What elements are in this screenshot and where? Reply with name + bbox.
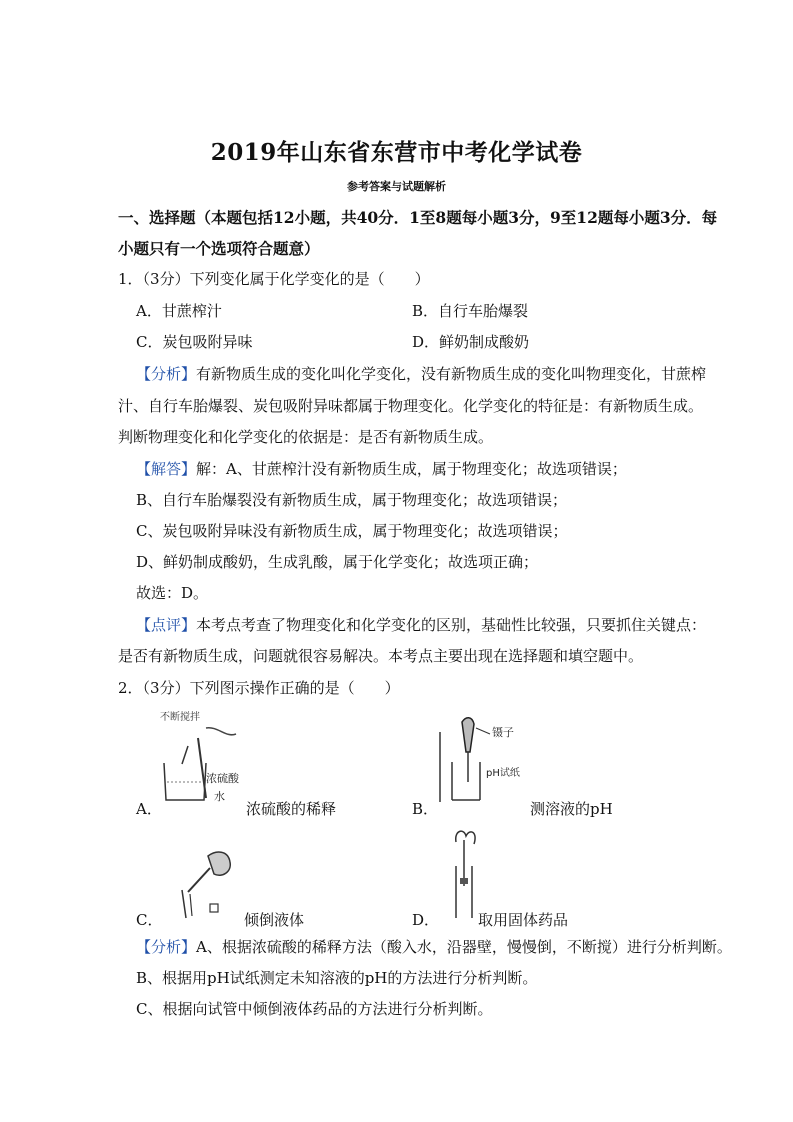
figure-b-ph [436, 712, 528, 808]
q1-option-d: D．鲜奶制成酸奶 [412, 333, 530, 351]
comment-text: 本考点考查了物理变化和化学变化的区别，基础性比较强，只要抓住关键点： [196, 616, 707, 634]
page-title: 2019年山东省东营市中考化学试卷 [210, 139, 583, 166]
page-subtitle: 参考答案与试题解析 [347, 180, 446, 193]
figure-b-label-tweezers: 镊子 [492, 726, 514, 739]
q2-option-c-letter: C． [136, 911, 163, 929]
q1-answer-line1 [136, 458, 627, 479]
q1-option-c: C．炭包吸附异味 [136, 333, 253, 351]
q2-option-d-caption: 取用固体药品 [478, 911, 569, 929]
q1-option-b: B．自行车胎爆裂 [412, 302, 529, 320]
q1-answer-line3: C、炭包吸附异味没有新物质生成，属于物理变化；故选项错误； [136, 522, 568, 540]
figure-a-dilution [158, 708, 248, 808]
answer-tag: 【解答】 [136, 460, 197, 478]
figure-a-label-acid: 浓硫酸 [206, 772, 239, 785]
q1-comment-line1 [136, 614, 706, 635]
section-heading-line2: 小题只有一个选项符合题意） [118, 239, 320, 258]
analysis-text: 有新物质生成的变化叫化学变化，没有新物质生成的变化叫物理变化，甘蔗榨 [196, 365, 707, 383]
figure-a-label-stir: 不断搅拌 [160, 712, 200, 723]
figure-a-label-water: 水 [214, 790, 225, 803]
q1-analysis-line1 [136, 363, 706, 384]
q2-stem: 2．（3分）下列图示操作正确的是（ ） [118, 679, 400, 697]
q1-option-a: A．甘蔗榨汁 [136, 302, 222, 320]
q2-analysis-line1 [136, 936, 732, 957]
q2-option-a-letter: A． [136, 800, 162, 818]
q2-analysis-tag: 【分析】 [136, 938, 197, 956]
q1-analysis-line3: 判断物理变化和化学变化的依据是：是否有新物质生成。 [118, 428, 494, 446]
q2-option-b-caption: 测溶液的pH [530, 800, 613, 818]
q1-answer-line5: 故选：D。 [136, 584, 209, 602]
q2-option-a-caption: 浓硫酸的稀释 [246, 800, 337, 818]
q1-comment-line2: 是否有新物质生成，问题就很容易解决。本考点主要出现在选择题和填空题中。 [118, 647, 644, 665]
analysis-tag: 【分析】 [136, 365, 197, 383]
comment-tag: 【点评】 [136, 616, 197, 634]
q2-option-c-caption: 倾倒液体 [244, 911, 305, 929]
q2-option-b-letter: B． [412, 800, 439, 818]
figure-c-pouring [172, 842, 244, 922]
q2-analysis-text: A、根据浓硫酸的稀释方法（酸入水，沿器壁，慢慢倒，不断搅）进行分析判断。 [196, 938, 732, 956]
q2-analysis-line3: C、根据向试管中倾倒液体药品的方法进行分析判断。 [136, 1000, 493, 1018]
q1-answer-line2: B、自行车胎爆裂没有新物质生成，属于物理变化；故选项错误； [136, 491, 568, 509]
q1-analysis-line2: 汁、自行车胎爆裂、炭包吸附异味都属于物理变化。化学变化的特征是：有新物质生成。 [118, 397, 704, 415]
q1-answer-line4: D、鲜奶制成酸奶，生成乳酸，属于化学变化；故选项正确； [136, 553, 539, 571]
q2-option-d-letter: D． [412, 911, 440, 929]
figure-b-label-paper: pH试纸 [486, 768, 520, 779]
figure-d-solid [444, 826, 484, 922]
q2-analysis-line2: B、根据用pH试纸测定未知溶液的pH的方法进行分析判断。 [136, 969, 538, 987]
section-heading-line1: 一、选择题（本题包括12小题，共40分．1至8题每小题3分，9至12题每小题3分．每 [118, 208, 718, 227]
q1-stem: 1．（3分）下列变化属于化学变化的是（ ） [118, 270, 430, 288]
answer-text: 解：A、甘蔗榨汁没有新物质生成，属于物理变化；故选项错误； [196, 460, 627, 478]
